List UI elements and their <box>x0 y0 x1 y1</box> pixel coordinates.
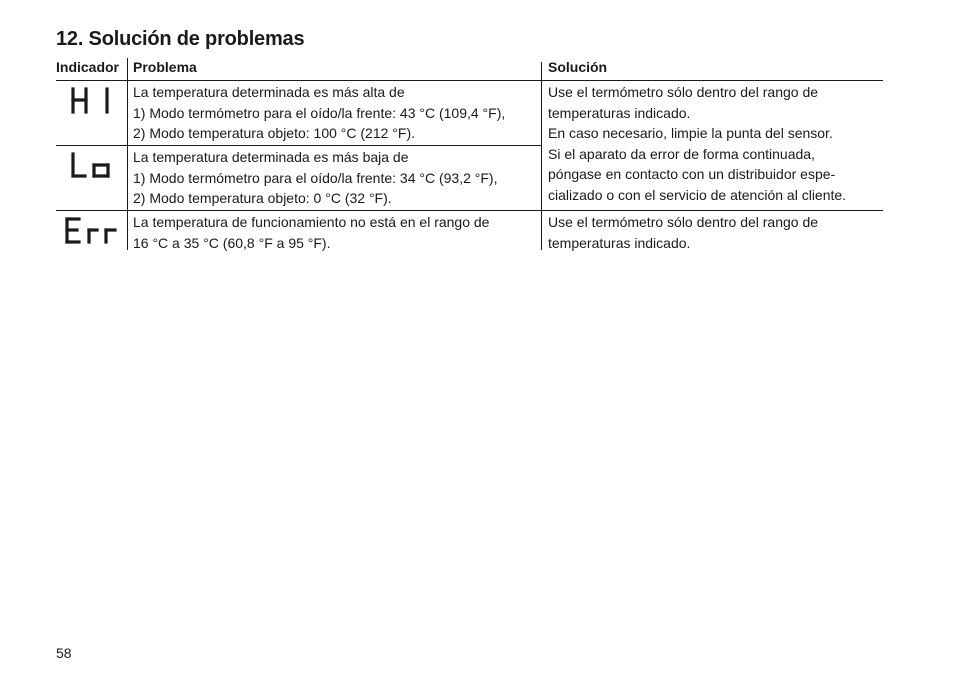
solution-1-line-6: cializado o con el servicio de atención al cliente. <box>548 186 847 203</box>
header-indicator: Indicador <box>56 59 120 75</box>
column-divider-2 <box>541 62 542 250</box>
problem-row-1-line-3: 2) Modo temperatura objeto: 100 °C (212 °F). <box>133 125 416 141</box>
problem-row-1 <box>133 82 505 144</box>
solution-rows-1-2 <box>548 82 846 205</box>
column-divider-1 <box>127 58 128 250</box>
row-rule-1 <box>56 145 542 146</box>
solution-2-line-1: Use el termómetro sólo dentro del rango de <box>548 214 819 230</box>
solution-1-line-1: Use el termómetro sólo dentro del rango de <box>548 84 819 100</box>
solution-1-line-4: Si el aparato da error de forma continuada, <box>548 145 815 162</box>
problem-row-3 <box>133 212 489 253</box>
solution-1-line-5: póngase en contacto con un distribuidor espe- <box>548 166 836 182</box>
solution-1-line-3: En caso necesario, limpie la punta del sensor. <box>548 125 833 141</box>
problem-row-2-line-3: 2) Modo temperatura objeto: 0 °C (32 °F). <box>133 190 392 206</box>
header-problem: Problema <box>133 59 197 75</box>
page-title: 12. Solución de problemas <box>56 28 305 50</box>
solution-2-line-2: temperaturas indicado. <box>548 234 691 251</box>
display-HI-icon <box>70 86 120 116</box>
header-solution: Solución <box>548 59 608 75</box>
problem-row-2-line-1: La temperatura determinada es más baja de <box>133 149 409 165</box>
problem-row-1-line-2: 1) Modo termómetro para el oído/la frente: 43 °C (109,4 °F), <box>133 104 506 121</box>
problem-row-2-line-2: 1) Modo termómetro para el oído/la frente: 34 °C (93,2 °F), <box>133 169 498 186</box>
problem-row-3-line-1: La temperatura de funcionamiento no está en el rango de <box>133 214 490 230</box>
display-Lo-icon <box>70 151 120 181</box>
problem-row-1-line-1: La temperatura determinada es más alta de <box>133 84 405 100</box>
solution-1-line-2: temperaturas indicado. <box>548 104 691 121</box>
problem-row-2 <box>133 147 497 209</box>
row-rule-2 <box>56 210 883 211</box>
solution-row-3 <box>548 212 818 253</box>
page-number: 58 <box>56 645 72 661</box>
header-rule <box>56 80 883 81</box>
problem-row-3-line-2: 16 °C a 35 °C (60,8 °F a 95 °F). <box>133 234 331 251</box>
display-Err-icon <box>64 216 120 246</box>
